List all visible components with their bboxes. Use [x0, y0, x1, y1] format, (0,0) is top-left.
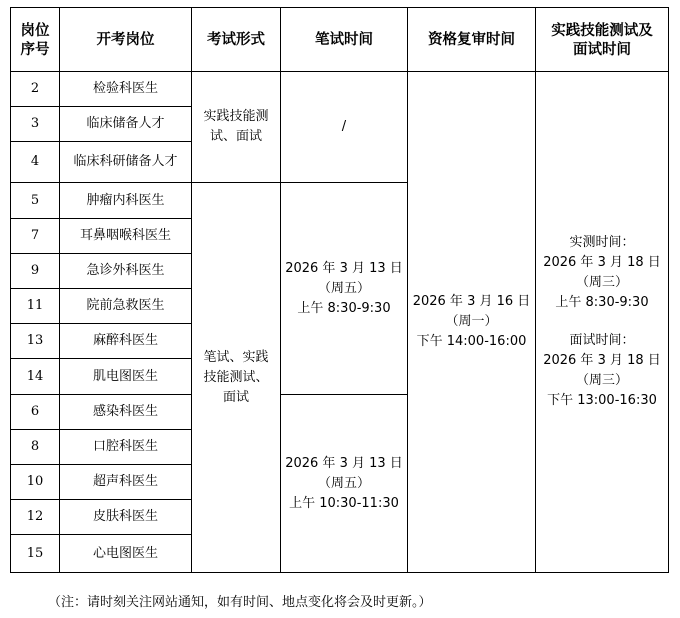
position-name: 口腔科医生 [60, 430, 192, 465]
position-name: 临床储备人才 [60, 107, 192, 142]
position-name: 感染科医生 [60, 395, 192, 430]
position-no: 13 [11, 324, 60, 359]
position-no: 15 [11, 535, 60, 573]
written-time-group2a: 2026 年 3 月 13 日 （周五） 上午 8:30-9:30 [281, 183, 408, 395]
practical-label: 实测时间： [569, 235, 635, 250]
practical-interview-time: 实测时间： 2026 年 3 月 18 日 （周三） 上午 8:30-9:30 面试时间： 2026 年 3 月 18 日 （周三） 下午 13:00-16:30 [536, 72, 669, 573]
position-no: 11 [11, 289, 60, 324]
header-review-time: 资格复审时间 [408, 8, 536, 72]
position-no: 2 [11, 72, 60, 107]
position-name: 院前急救医生 [60, 289, 192, 324]
position-no: 6 [11, 395, 60, 430]
position-no: 10 [11, 465, 60, 500]
position-name: 耳鼻咽喉科医生 [60, 219, 192, 254]
position-no: 14 [11, 359, 60, 395]
header-position-no: 岗位 序号 [11, 8, 60, 72]
position-name: 肌电图医生 [60, 359, 192, 395]
position-no: 8 [11, 430, 60, 465]
position-name: 超声科医生 [60, 465, 192, 500]
exam-schedule-table [10, 7, 669, 573]
review-time: 2026 年 3 月 16 日 （周一） 下午 14:00-16:00 [408, 72, 536, 573]
table-row [11, 72, 669, 107]
position-name: 临床科研储备人才 [60, 142, 192, 183]
position-no: 3 [11, 107, 60, 142]
header-written-time: 笔试时间 [281, 8, 408, 72]
header-position: 开考岗位 [60, 8, 192, 72]
position-name: 肿瘤内科医生 [60, 183, 192, 219]
written-time-group2b: 2026 年 3 月 13 日 （周五） 上午 10:30-11:30 [281, 395, 408, 573]
position-name: 心电图医生 [60, 535, 192, 573]
footnote: （注：请时刻关注网站通知，如有时间、地点变化将会及时更新。） [48, 595, 432, 610]
position-name: 检验科医生 [60, 72, 192, 107]
position-name: 急诊外科医生 [60, 254, 192, 289]
written-time-group1: / [281, 72, 408, 183]
interview-label: 面试时间： [569, 333, 635, 348]
position-no: 7 [11, 219, 60, 254]
position-name: 麻醉科医生 [60, 324, 192, 359]
position-name: 皮肤科医生 [60, 500, 192, 535]
position-no: 12 [11, 500, 60, 535]
header-row [11, 8, 669, 72]
exam-form-group2: 笔试、实践 技能测试、 面试 [192, 183, 281, 573]
position-no: 9 [11, 254, 60, 289]
exam-form-group1: 实践技能测 试、面试 [192, 72, 281, 183]
position-no: 5 [11, 183, 60, 219]
position-no: 4 [11, 142, 60, 183]
header-practical-interview-time: 实践技能测试及 面试时间 [536, 8, 669, 72]
header-exam-form: 考试形式 [192, 8, 281, 72]
